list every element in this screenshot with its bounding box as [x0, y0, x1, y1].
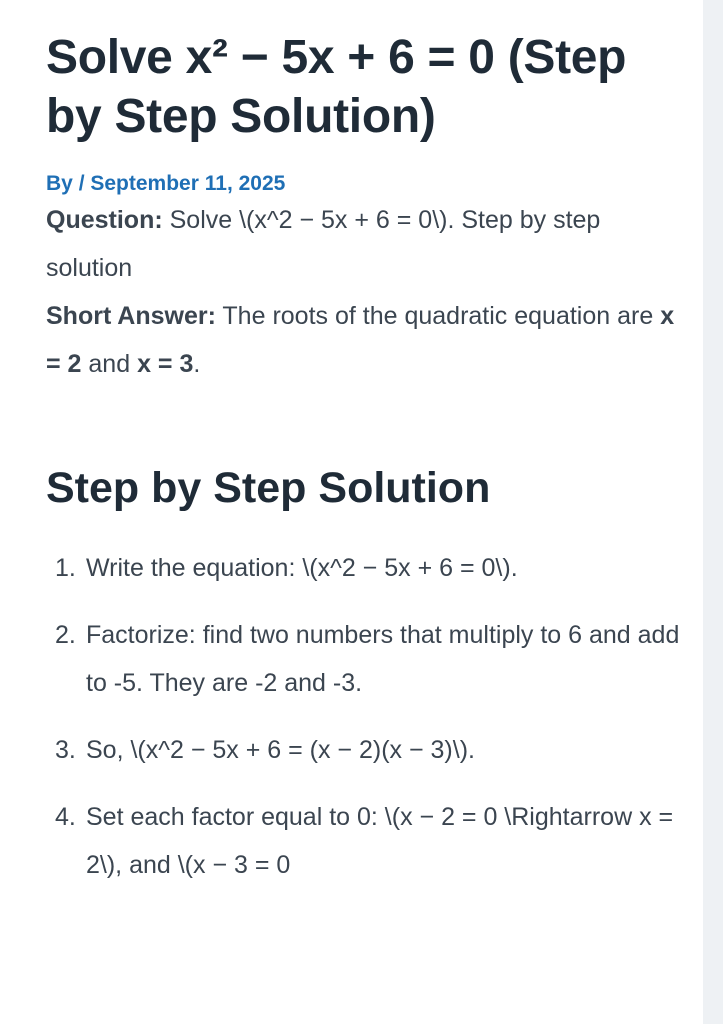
step-number: 2. [55, 621, 76, 649]
article-title: Solve x² − 5x + 6 = 0 (Step by Step Solution) [46, 31, 627, 143]
root-one: x = 2 [46, 302, 675, 378]
step-item [46, 726, 686, 774]
step-item [46, 611, 686, 707]
step-number: 1. [55, 554, 76, 582]
short-answer-paragraph [46, 292, 686, 388]
short-answer-text: The roots of the quadratic equation are [215, 302, 661, 330]
question-label: Question: [46, 206, 163, 234]
question-paragraph [46, 196, 686, 292]
step-text: Write the equation: \(x^2 − 5x + 6 = 0\). [86, 554, 518, 582]
step-item [46, 544, 686, 592]
short-answer-end: . [193, 350, 201, 378]
step-text: So, \(x^2 − 5x + 6 = (x − 2)(x − 3)\). [86, 736, 475, 764]
short-answer-connector: and [81, 350, 138, 378]
post-meta [46, 172, 686, 196]
step-number: 4. [55, 803, 76, 831]
step-item [46, 793, 686, 889]
step-number: 3. [55, 736, 76, 764]
author-link[interactable]: By [46, 172, 73, 195]
root-two: x = 3 [137, 350, 194, 378]
steps-list [46, 544, 686, 889]
article-content [46, 28, 686, 908]
step-text: Factorize: find two numbers that multiply to 6 and add to -5. They are -2 and -3. [86, 621, 680, 697]
step-text: Set each factor equal to 0: \(x − 2 = 0 \Rightarrow x = 2\), and \(x − 3 = 0 [86, 803, 674, 879]
section-heading: Step by Step Solution [46, 464, 491, 512]
question-text: Solve \(x^2 − 5x + 6 = 0\). Step by step solution [46, 206, 601, 282]
short-answer-label: Short Answer: [46, 302, 216, 330]
meta-separator: / [72, 172, 91, 195]
post-date: September 11, 2025 [90, 172, 286, 195]
